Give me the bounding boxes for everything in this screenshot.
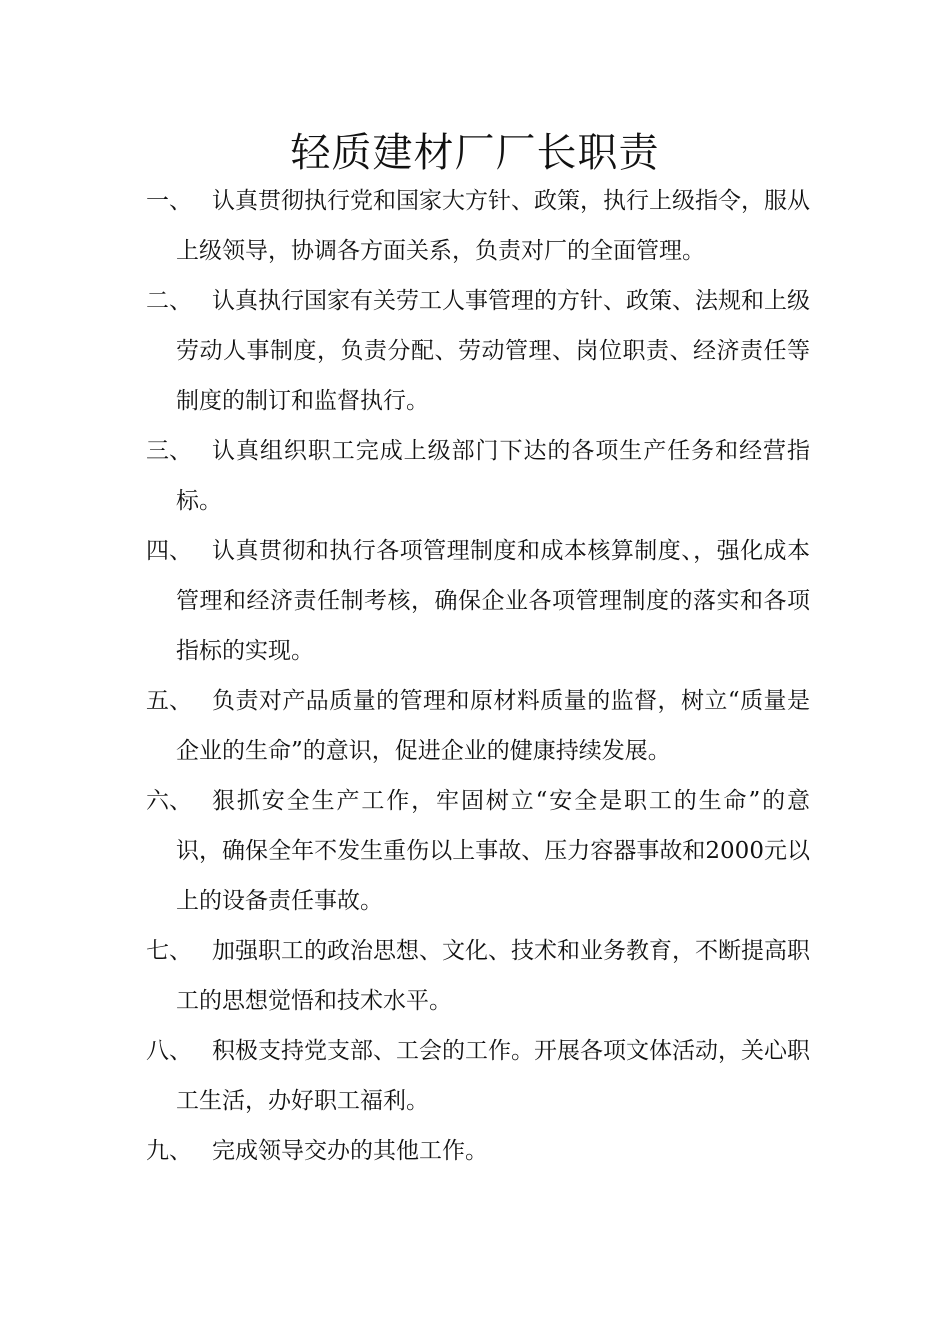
item-text: 认真贯彻执行党和国家大方针、政策，执行上级指令，服从上级领导，协调各方面关系，负责对厂的全面管理。 — [176, 188, 810, 264]
list-item — [146, 926, 810, 1026]
item-number: 六、 — [146, 788, 192, 814]
list-item — [146, 526, 810, 676]
item-text: 完成领导交办的其他工作。 — [212, 1138, 488, 1164]
item-text: 负责对产品质量的管理和原材料质量的监督，树立“质量是企业的生命”的意识，促进企业的健康持续发展。 — [176, 688, 810, 764]
item-text: 积极支持党支部、工会的工作。开展各项文体活动，关心职工生活，办好职工福利。 — [176, 1038, 810, 1114]
list-item — [146, 676, 810, 776]
item-number: 九、 — [146, 1138, 192, 1164]
item-number: 四、 — [146, 538, 192, 564]
item-number: 八、 — [146, 1038, 192, 1064]
item-text: 狠抓安全生产工作，牢固树立“安全是职工的生命”的意识，确保全年不发生重伤以上事故、压力容器事故和2000元以上的设备责任事故。 — [176, 788, 810, 914]
item-number: 五、 — [146, 688, 192, 714]
list-item — [146, 1026, 810, 1126]
list-item — [146, 776, 810, 926]
list-item — [146, 276, 810, 426]
duty-list — [146, 176, 810, 1176]
item-text: 认真贯彻和执行各项管理制度和成本核算制度、，强化成本管理和经济责任制考核，确保企业各项管理制度的落实和各项指标的实现。 — [176, 538, 810, 664]
item-number: 二、 — [146, 288, 192, 314]
item-text: 认真执行国家有关劳工人事管理的方针、政策、法规和上级劳动人事制度，负责分配、劳动管理、岗位职责、经济责任等制度的制订和监督执行。 — [176, 288, 810, 414]
item-text: 加强职工的政治思想、文化、技术和业务教育，不断提高职工的思想觉悟和技术水平。 — [176, 938, 810, 1014]
item-number: 七、 — [146, 938, 192, 964]
item-number: 一、 — [146, 188, 192, 214]
item-text: 认真组织职工完成上级部门下达的各项生产任务和经营指标。 — [176, 438, 810, 514]
item-number: 三、 — [146, 438, 192, 464]
list-item — [146, 426, 810, 526]
list-item — [146, 176, 810, 276]
document-title: 轻质建材厂厂长职责 — [290, 130, 660, 176]
list-item — [146, 1126, 810, 1176]
